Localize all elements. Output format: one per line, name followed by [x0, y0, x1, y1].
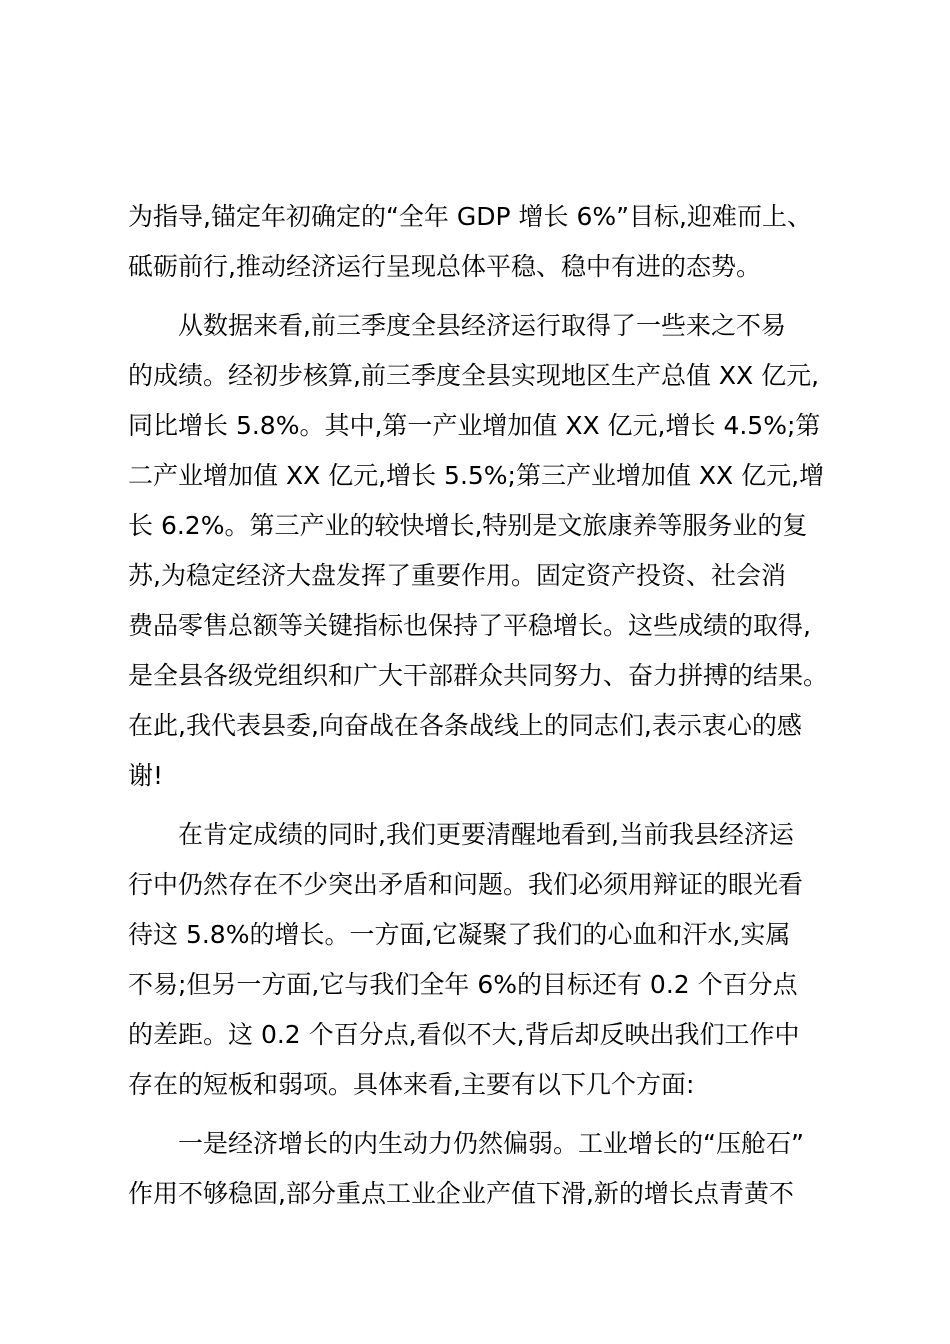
paragraph-point-one [128, 1119, 838, 1219]
text-line: 不易;但另一方面,它与我们全年 6%的目标还有 0.2 个百分点 [128, 970, 798, 999]
text-line: 一是经济增长的内生动力仍然偏弱。工业增长的“压舱石” [178, 1129, 804, 1158]
text-line: 为指导,锚定年初确定的“全年 GDP 增长 6%”目标,迎难而上、 [128, 202, 812, 231]
text-line: 同比增长 5.8%。其中,第一产业增加值 XX 亿元,增长 4.5%;第 [128, 411, 821, 440]
text-line: 作用不够稳固,部分重点工业企业产值下滑,新的增长点青黄不 [128, 1179, 794, 1208]
paragraph-problems [128, 810, 838, 1110]
text-line: 费品零售总额等关键指标也保持了平稳增长。这些成绩的取得, [128, 611, 811, 640]
text-line: 是全县各级党组织和广大干部群众共同努力、奋力拼搏的结果。 [128, 661, 829, 690]
text-line: 谢! [128, 761, 164, 790]
text-line: 在肯定成绩的同时,我们更要清醒地看到,当前我县经济运 [178, 820, 794, 849]
text-line: 在此,我代表县委,向奋战在各条战线上的同志们,表示衷心的感 [128, 711, 802, 740]
text-line: 长 6.2%。第三产业的较快增长,特别是文旅康养等服务业的复 [128, 511, 808, 540]
text-line: 从数据来看,前三季度全县经济运行取得了一些来之不易 [178, 311, 786, 340]
text-line: 待这 5.8%的增长。一方面,它凝聚了我们的心血和汗水,实属 [128, 920, 791, 949]
text-line: 的差距。这 0.2 个百分点,看似不大,背后却反映出我们工作中 [128, 1020, 800, 1049]
text-line: 砥砺前行,推动经济运行呈现总体平稳、稳中有进的态势。 [128, 252, 761, 281]
body-text [128, 192, 838, 1219]
text-line: 二产业增加值 XX 亿元,增长 5.5%;第三产业增加值 XX 亿元,增 [128, 461, 825, 490]
paragraph-achievements [128, 301, 838, 801]
text-line: 的成绩。经初步核算,前三季度全县实现地区生产总值 XX 亿元, [128, 361, 820, 390]
text-line: 苏,为稳定经济大盘发挥了重要作用。固定资产投资、社会消 [128, 561, 786, 590]
text-line: 行中仍然存在不少突出矛盾和问题。我们必须用辩证的眼光看 [128, 870, 804, 899]
paragraph-continuation [128, 192, 838, 292]
text-line: 存在的短板和弱项。具体来看,主要有以下几个方面: [128, 1070, 695, 1099]
